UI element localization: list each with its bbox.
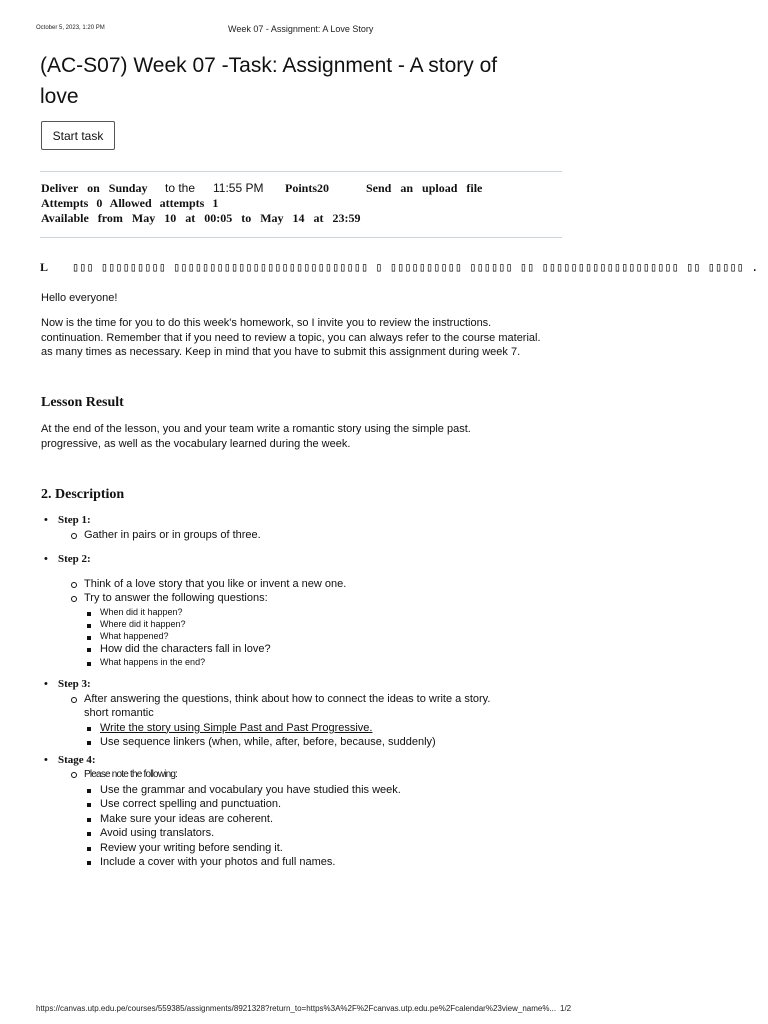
assignment-title: (AC-S07) Week 07 -Task: Assignment - A story of love <box>40 54 498 108</box>
list-item: Use correct spelling and punctuation. <box>84 797 564 812</box>
greeting: Hello everyone! <box>41 292 118 304</box>
list-item <box>84 721 564 736</box>
details-row-due <box>41 181 561 196</box>
stage-4-label: • Stage 4: <box>58 753 96 766</box>
print-document-title: Week 07 - Assignment: A Love Story <box>228 24 374 34</box>
divider-bottom <box>40 237 562 238</box>
lesson-result-line-2: progressive, as well as the vocabulary learned during the week. <box>41 437 351 450</box>
garbled-lead-letter: L <box>40 260 49 274</box>
intro-line-1: Now is the time for you to do this week's homework, so I invite you to review the instructions. <box>41 317 492 329</box>
print-header <box>36 24 736 38</box>
points-value: 20 <box>317 181 330 195</box>
assignment-details <box>41 181 561 226</box>
garbled-glyphs: ▯▯▯ ▯▯▯▯▯▯▯▯▯ ▯▯▯▯▯▯▯▯▯▯▯▯▯▯▯▯▯▯▯▯▯▯▯▯▯▯▯ ▯ ▯▯▯▯▯▯▯▯▯▯ ▯▯▯▯▯▯ ▯▯ ▯▯▯▯▯▯▯▯▯▯▯▯▯▯▯▯▯▯▯ ▯▯ ▯▯▯▯▯ . <box>72 260 759 274</box>
intro-paragraph <box>41 316 561 360</box>
intro-line-2: continuation. Remember that if you need to review a topic, you can always refer to the course material. <box>41 331 541 344</box>
unrendered-text-line <box>40 260 768 278</box>
due-time: 11:55 PM <box>213 181 264 195</box>
list-item: Make sure your ideas are coherent. <box>84 812 564 827</box>
lesson-result-line-1: At the end of the lesson, you and your team write a romantic story using the simple past. <box>41 423 471 435</box>
question-item: When did it happen? <box>84 606 564 618</box>
list-item <box>68 591 564 668</box>
question-item: How did the characters fall in love? <box>84 642 564 657</box>
list-item: Review your writing before sending it. <box>84 841 564 856</box>
step-2-label: • Step 2: <box>58 553 91 565</box>
description-heading: 2. Description <box>41 487 125 502</box>
availability-info: Available from May 10 at 00:05 to May 14 at 23:59 <box>41 211 361 225</box>
print-date: October 5, 2023, 1:20 PM <box>36 25 105 31</box>
stage-4-note: Please note the following: <box>84 769 178 780</box>
lesson-result-heading: Lesson Result <box>41 395 124 410</box>
step-3-text-line-1: After answering the questions, think about how to connect the ideas to write a story. <box>84 692 491 705</box>
question-item: Where did it happen? <box>84 618 564 630</box>
to-the-text: to the <box>165 181 196 195</box>
list-item: Think of a love story that you like or invent a new one. <box>68 577 564 592</box>
questions-intro: Try to answer the following questions: <box>84 592 268 604</box>
points-label: Points <box>285 181 318 195</box>
divider-top <box>40 171 562 172</box>
list-item: Include a cover with your photos and full names. <box>84 855 564 870</box>
attempts-info: Attempts 0 Allowed attempts 1 <box>41 196 219 210</box>
print-footer <box>36 1004 736 1013</box>
submission-type: Send an upload file <box>366 181 483 195</box>
list-item: Use the grammar and vocabulary you have studied this week. <box>84 783 564 798</box>
page-number: 1/2 <box>560 1004 572 1013</box>
list-item: Use sequence linkers (when, while, after, before, because, suddenly) <box>84 735 564 750</box>
step-3 <box>44 677 564 750</box>
step-4 <box>44 753 564 870</box>
start-task-button[interactable]: Start task <box>41 121 115 150</box>
steps-list <box>44 513 564 870</box>
list-item <box>68 767 564 870</box>
list-item: Gather in pairs or in groups of three. <box>68 528 564 543</box>
lesson-result-text <box>41 422 541 451</box>
question-item: What happens in the end? <box>84 656 564 668</box>
intro-line-3: as many times as necessary. Keep in mind that you have to submit this assignment during week 7. <box>41 346 521 358</box>
list-item <box>68 692 564 750</box>
list-item: Avoid using translators. <box>84 826 564 841</box>
step-1-label: • Step 1: <box>58 514 91 526</box>
page-url: https://canvas.utp.edu.pe/courses/559385/assignments/8921328?return_to=https%3A%2F%2Fcanvas.utp.edu.pe%2Fcalendar%23view_name%... <box>36 1004 557 1013</box>
step-2 <box>44 552 564 668</box>
question-item: What happened? <box>84 630 564 642</box>
step-3-label: • Step 3: <box>58 678 91 690</box>
deliver-label: Deliver on Sunday <box>41 181 148 195</box>
step-3-sub-1: Write the story using Simple Past and Past Progressive. <box>100 721 373 734</box>
step-1 <box>44 513 564 542</box>
step-3-text-line-2: short romantic <box>84 707 154 719</box>
